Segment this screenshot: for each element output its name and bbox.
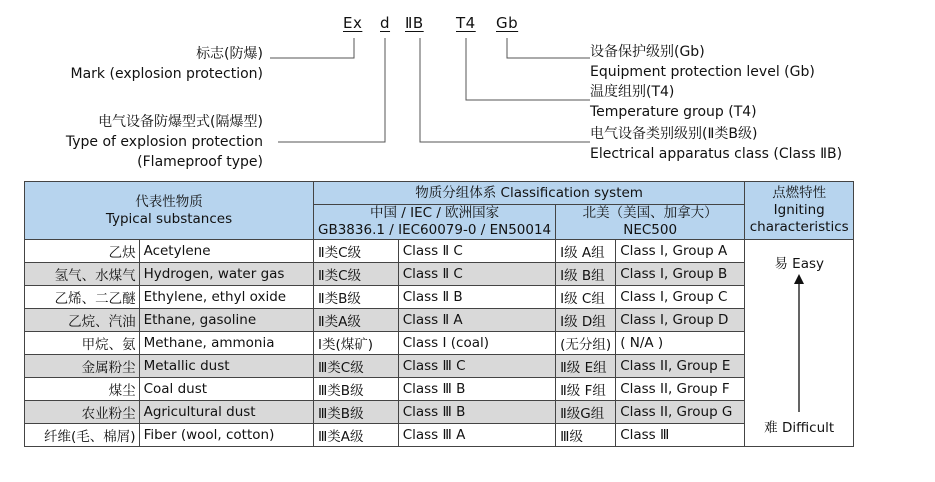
row-gb-en: Class Ⅱ C: [398, 240, 555, 263]
row-gb: Ⅲ类B级: [314, 401, 399, 424]
table-row: [25, 240, 854, 263]
row-gb-en: Class I (coal): [398, 332, 555, 355]
row-cn: 氢气、水煤气: [25, 263, 140, 286]
row-en: Hydrogen, water gas: [139, 263, 313, 286]
row-na: (无分组): [556, 332, 616, 355]
row-gb-en: Class Ⅱ A: [398, 309, 555, 332]
type-label-en2: (Flameproof type): [137, 154, 263, 170]
row-na-en: Class Ⅲ: [616, 424, 745, 447]
row-en: Agricultural dust: [139, 401, 313, 424]
code-temp: T4: [456, 14, 476, 32]
leader-ex: [270, 38, 354, 58]
row-na-en: Class II, Group G: [616, 401, 745, 424]
row-na: Ⅱ级 F组: [556, 378, 616, 401]
type-label: [66, 112, 263, 172]
type-label-cn: 电气设备防爆型式(隔爆型): [98, 114, 263, 130]
row-na-en: Class I, Group C: [616, 286, 745, 309]
code-epl: Gb: [496, 14, 519, 32]
row-na-en: Class II, Group F: [616, 378, 745, 401]
row-na: Ⅱ级G组: [556, 401, 616, 424]
class-label: [590, 124, 842, 164]
leader-d: [278, 38, 385, 142]
row-cn: 乙烷、汽油: [25, 309, 140, 332]
type-label-en: Type of explosion protection: [65, 134, 263, 150]
leader-epl: [507, 38, 590, 58]
ign-easy: 易 Easy: [774, 256, 824, 272]
table-row: [25, 332, 854, 355]
row-na-en: Class I, Group A: [616, 240, 745, 263]
temp-label-en: Temperature group (T4): [590, 104, 757, 120]
header-china-en: GB3836.1 / IEC60079-0 / EN50014: [318, 222, 552, 238]
arrow-up-icon: [789, 274, 809, 414]
header-substances-cn: 代表性物质: [135, 193, 203, 210]
code-d: d: [380, 14, 391, 32]
header-ign-cn: 点燃特性: [772, 185, 827, 201]
row-na-en: ( N/A ): [616, 332, 745, 355]
header-system: 物质分组体系 Classification system: [314, 182, 745, 205]
table-row: [25, 309, 854, 332]
row-na: Ⅰ级 C组: [556, 286, 616, 309]
row-cn: 金属粉尘: [25, 355, 140, 378]
header-na-cn: 北美（美国、加拿大）: [582, 205, 718, 221]
igniting-scale: [745, 240, 854, 447]
header-substances-en: Typical substances: [105, 210, 233, 227]
row-en: Metallic dust: [139, 355, 313, 378]
row-cn: 甲烷、氨: [25, 332, 140, 355]
class-label-cn: 电气设备类别级别(Ⅱ类B级): [590, 126, 758, 142]
row-na-en: Class I, Group D: [616, 309, 745, 332]
row-en: Ethane, gasoline: [139, 309, 313, 332]
row-cn: 农业粉尘: [25, 401, 140, 424]
header-na: [556, 205, 745, 240]
row-gb: Ⅰ类(煤矿): [314, 332, 399, 355]
header-china-cn: 中国 / IEC / 欧洲国家: [369, 205, 500, 221]
row-na-en: Class II, Group E: [616, 355, 745, 378]
header-na-en: NEC500: [623, 222, 678, 238]
mark-label-en: Mark (explosion protection): [70, 66, 263, 82]
row-cn: 乙炔: [25, 240, 140, 263]
table-row: [25, 424, 854, 447]
header-substances: [25, 182, 314, 240]
mark-label-cn: 标志(防爆): [196, 46, 263, 62]
row-gb: Ⅲ类C级: [314, 355, 399, 378]
ign-difficult: 难 Difficult: [764, 420, 835, 436]
row-gb: Ⅱ类C级: [314, 240, 399, 263]
row-na: Ⅱ级 E组: [556, 355, 616, 378]
row-gb-en: Class Ⅱ B: [398, 286, 555, 309]
row-gb-en: Class Ⅱ C: [398, 263, 555, 286]
epl-label-en: Equipment protection level (Gb): [590, 64, 815, 80]
classification-table: [24, 181, 854, 447]
row-gb-en: Class Ⅲ B: [398, 378, 555, 401]
row-en: Methane, ammonia: [139, 332, 313, 355]
row-gb: Ⅱ类A级: [314, 309, 399, 332]
row-cn: 纤维(毛、棉屑): [25, 424, 140, 447]
row-en: Ethylene, ethyl oxide: [139, 286, 313, 309]
header-ign-en2: characteristics: [749, 219, 849, 235]
code-ex: Ex: [343, 14, 363, 32]
temp-label: [590, 82, 757, 122]
header-ign-en1: Igniting: [773, 202, 825, 218]
header-igniting: [745, 182, 854, 240]
row-gb: Ⅲ类B级: [314, 378, 399, 401]
row-gb: Ⅲ类A级: [314, 424, 399, 447]
leader-temp: [466, 38, 590, 100]
row-gb-en: Class Ⅲ B: [398, 401, 555, 424]
row-cn: 乙烯、二乙醚: [25, 286, 140, 309]
row-gb: Ⅱ类C级: [314, 263, 399, 286]
epl-label: [590, 42, 815, 82]
row-gb-en: Class Ⅲ A: [398, 424, 555, 447]
table-row: [25, 263, 854, 286]
row-na-en: Class I, Group B: [616, 263, 745, 286]
class-label-en: Electrical apparatus class (Class ⅡB): [590, 146, 843, 162]
mark-label: [71, 44, 263, 84]
row-en: Coal dust: [139, 378, 313, 401]
epl-label-cn: 设备保护级别(Gb): [590, 44, 705, 60]
row-en: Acetylene: [139, 240, 313, 263]
row-gb-en: Class Ⅲ C: [398, 355, 555, 378]
leader-group: [420, 38, 590, 142]
row-na: Ⅰ级 B组: [556, 263, 616, 286]
row-cn: 煤尘: [25, 378, 140, 401]
temp-label-cn: 温度组别(T4): [590, 84, 675, 100]
table-row: [25, 286, 854, 309]
table-row: [25, 355, 854, 378]
row-na: Ⅰ级 D组: [556, 309, 616, 332]
code-group: ⅡB: [405, 14, 424, 32]
row-gb: Ⅱ类B级: [314, 286, 399, 309]
row-na: Ⅰ级 A组: [556, 240, 616, 263]
row-na: Ⅲ级: [556, 424, 616, 447]
table-row: [25, 378, 854, 401]
table-row: [25, 401, 854, 424]
header-china: [314, 205, 556, 240]
row-en: Fiber (wool, cotton): [139, 424, 313, 447]
